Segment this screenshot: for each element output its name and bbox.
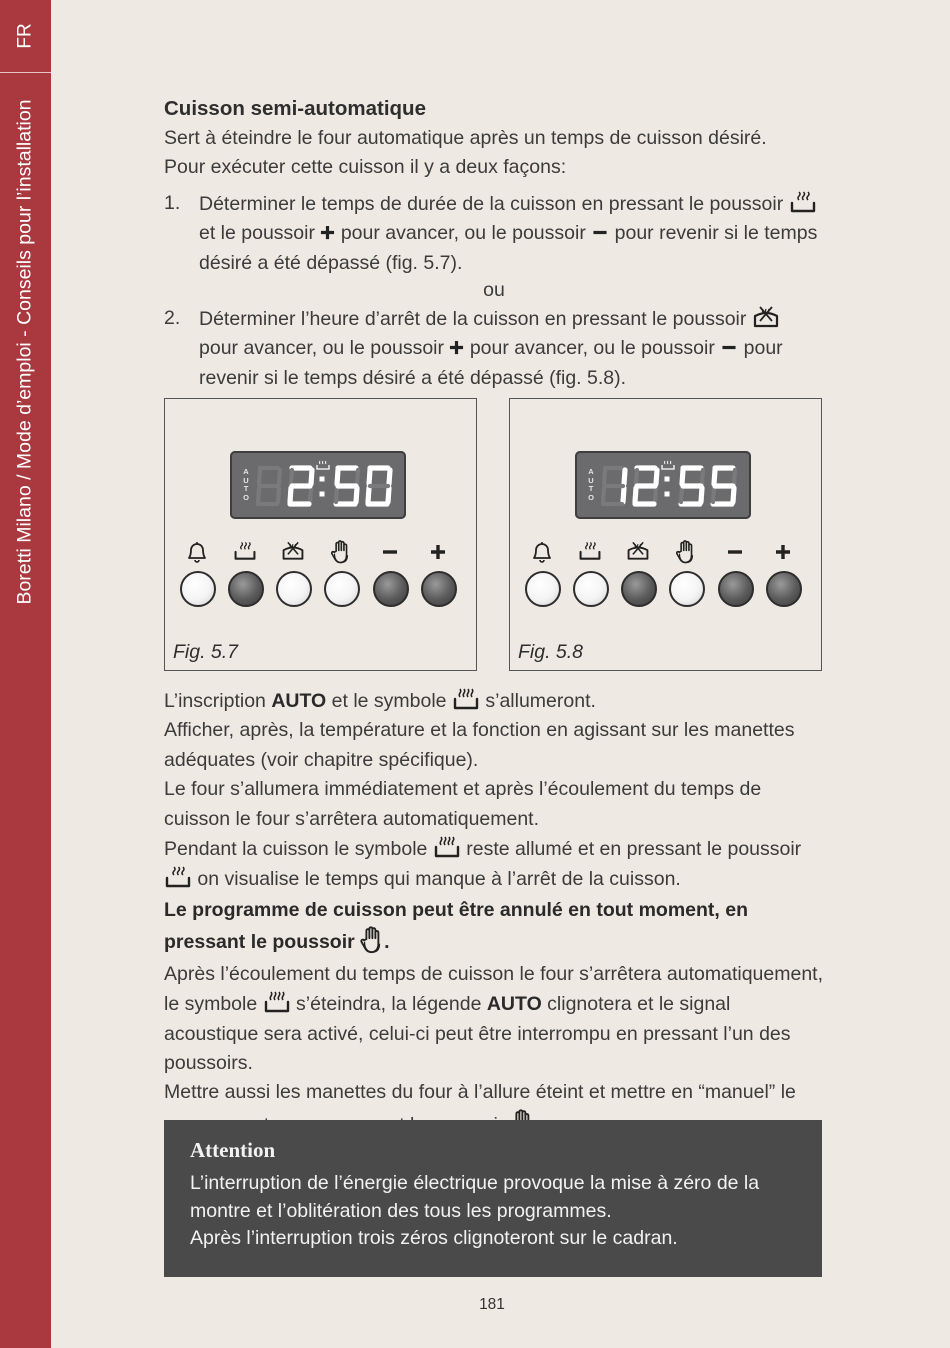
item1-text-c: pour avancer, ou le poussoir <box>335 222 592 245</box>
digit-segment-dim <box>702 470 703 484</box>
digit-segment-dim <box>310 488 311 502</box>
auto-letter: A <box>243 467 249 476</box>
plus-icon <box>421 539 455 565</box>
minus-icon <box>591 225 609 240</box>
item2-text-a: Déterminer l’heure d’arrêt de la cuisson en pressant le poussoir <box>199 308 752 331</box>
panel-buttons <box>180 571 465 607</box>
colon-dot <box>320 492 325 497</box>
text: reste allumé et en pressant le poussoir <box>460 838 802 861</box>
figure-caption: Fig. 5.7 <box>173 641 239 663</box>
paragraph-bold <box>164 895 828 957</box>
auto-indicator <box>242 468 250 502</box>
item1-text-d: pour revenir si le temps désiré a été dépassé (fig. 5.7). <box>199 222 818 274</box>
bell-icon <box>180 539 214 565</box>
colon-dot <box>320 477 325 482</box>
panel-icons <box>180 539 465 565</box>
paragraph: Le four s’allumera immédiatement et après l’écoulement du temps de cuisson le four s’arrêtera automatiquement. <box>164 778 762 830</box>
list-number: 2. <box>164 307 181 330</box>
panel-icons <box>525 539 810 565</box>
digit-segment-lit <box>389 470 390 484</box>
text: s’éteindra, la légende <box>290 993 487 1016</box>
timer-display <box>230 451 406 519</box>
sidebar-divider <box>0 72 51 73</box>
digit-segment-lit <box>701 488 702 502</box>
plus-icon <box>320 225 335 240</box>
list-item <box>164 304 824 393</box>
instructions-body <box>164 686 828 1140</box>
digit-segment-lit <box>714 470 715 484</box>
digit-segment-dim <box>734 470 735 484</box>
text: . <box>384 930 390 953</box>
text: on visualise le temps qui manque à l’arrêt de la cuisson. <box>192 868 681 891</box>
plus-pushbutton[interactable] <box>766 571 802 607</box>
time-digits <box>254 457 400 513</box>
end-of-cooking-pushbutton[interactable] <box>621 571 657 607</box>
attention-body <box>190 1170 810 1253</box>
auto-indicator <box>587 468 595 502</box>
digit-segment-lit <box>656 470 657 484</box>
colon-dot <box>665 477 670 482</box>
panel-buttons <box>525 571 810 607</box>
plus-icon <box>449 340 464 355</box>
figure-caption: Fig. 5.8 <box>518 641 584 663</box>
text: Mettre aussi les manettes du four à l’allure éteint et mettre en “manuel” le <box>164 1081 796 1104</box>
text: Le programme de cuisson peut être annulé en tout moment, en pressant le poussoir <box>164 898 749 953</box>
figure-5-8 <box>509 398 822 671</box>
list-text <box>199 189 824 278</box>
auto-letter: A <box>588 467 594 476</box>
digit-segment-lit <box>290 488 291 502</box>
auto-label: AUTO <box>271 690 327 712</box>
intro-line-1: Sert à éteindre le four automatique après un temps de cuisson désiré. <box>164 127 767 149</box>
paragraph: Afficher, après, la température et la fonction en agissant sur les manettes adéquates (voir chapitre spécifique). <box>164 719 795 771</box>
text: et le symbole <box>326 690 452 712</box>
cooking-duration-pushbutton[interactable] <box>573 571 609 607</box>
minus-pushbutton[interactable] <box>373 571 409 607</box>
auto-label: AUTO <box>486 993 542 1016</box>
cooking-duration-icon <box>164 864 192 890</box>
text: Pendant la cuisson le symbole <box>164 838 433 861</box>
digit-segment-dim <box>604 470 605 484</box>
item1-text-b: et le poussoir <box>199 222 321 245</box>
attention-box <box>164 1120 822 1277</box>
digit-segment-lit <box>623 488 624 502</box>
attention-title: Attention <box>190 1138 276 1162</box>
auto-letter: T <box>588 484 594 493</box>
language-label: FR <box>14 23 36 49</box>
method-list <box>164 189 824 393</box>
digit-segment-lit <box>356 488 357 502</box>
end-of-cooking-pushbutton[interactable] <box>276 571 312 607</box>
section-intro <box>164 94 824 393</box>
auto-letter: O <box>243 492 249 502</box>
cooking-duration-icon <box>228 539 262 565</box>
cooking-duration-pushbutton[interactable] <box>228 571 264 607</box>
figure-5-7 <box>164 398 477 671</box>
minus-icon <box>373 539 407 565</box>
cooking-symbol-icon <box>433 834 461 860</box>
auto-letter: O <box>588 492 594 502</box>
digit-segment-lit <box>733 488 734 502</box>
text: s’allumeront. <box>479 690 596 712</box>
digit-segment-dim <box>279 470 280 484</box>
language-tab <box>0 0 51 72</box>
digit-segment-lit <box>635 488 636 502</box>
item2-text-b: pour avancer, ou le poussoir <box>199 337 450 360</box>
manual-hand-icon <box>324 539 358 565</box>
intro-line-2: Pour exécuter cette cuisson il y a deux façons: <box>164 156 567 179</box>
cooking-indicator-icon <box>662 461 674 469</box>
item1-text-a: Déterminer le temps de durée de la cuisson en pressant le poussoir <box>199 192 789 215</box>
digit-segment-dim <box>603 488 604 502</box>
timer-display <box>575 451 751 519</box>
figures-row <box>164 398 822 671</box>
minus-icon <box>718 539 752 565</box>
end-of-cooking-icon <box>621 539 655 565</box>
colon-dot <box>665 492 670 497</box>
digit-segment-dim <box>259 470 260 484</box>
sidebar-title: Boretti Milano / Mode d’emploi - Conseils pour l’installation <box>13 99 36 605</box>
manual-hand-icon <box>669 539 703 565</box>
digit-segment-lit <box>624 470 625 484</box>
item2-text-d: pour revenir si le temps désiré a été dépassé (fig. 5.8). <box>199 337 783 389</box>
text: clignotera et le signal acoustique sera activé, celui-ci peut être interrompu en pressant l’un des poussoirs. <box>164 993 791 1075</box>
cooking-duration-icon <box>789 189 817 215</box>
digit-segment-dim <box>681 488 682 502</box>
attention-line: Après l’interruption trois zéros clignoteront sur le cadran. <box>190 1227 678 1249</box>
end-of-cooking-icon <box>276 539 310 565</box>
paragraph <box>164 686 828 716</box>
bell-icon <box>525 539 559 565</box>
auto-letter: T <box>243 484 249 493</box>
section-heading: Cuisson semi-automatique <box>164 97 426 120</box>
digit-segment-dim <box>291 470 292 484</box>
paragraph <box>164 960 828 1079</box>
auto-letter: U <box>243 475 249 485</box>
time-digits <box>599 457 745 513</box>
digit-segment-lit <box>337 470 338 484</box>
manual-hand-pushbutton[interactable] <box>669 571 705 607</box>
item2-text-c: pour avancer, ou le poussoir <box>464 337 721 360</box>
digit-segment-dim <box>636 470 637 484</box>
cooking-duration-icon <box>573 539 607 565</box>
digit-segment-lit <box>369 470 370 484</box>
plus-pushbutton[interactable] <box>421 571 457 607</box>
page-number: 181 <box>479 1296 505 1313</box>
text: Après l’écoulement du temps de cuisson le four s’arrêtera automatiquement, le symbole <box>164 962 824 1016</box>
auto-letter: U <box>588 475 594 485</box>
cooking-symbol-icon <box>452 686 480 712</box>
end-of-cooking-icon <box>752 304 780 330</box>
digit-segment-lit <box>682 470 683 484</box>
list-item <box>164 189 824 278</box>
digit-segment-lit <box>368 488 369 502</box>
digit-segment-dim <box>278 488 279 502</box>
digit-segment-dim <box>655 488 656 502</box>
text: L’inscription <box>164 690 272 712</box>
or-separator: ou <box>483 279 505 302</box>
digit-segment-dim <box>258 488 259 502</box>
minus-pushbutton[interactable] <box>718 571 754 607</box>
bell-pushbutton[interactable] <box>180 571 216 607</box>
digit-segment-dim <box>713 488 714 502</box>
cooking-indicator-icon <box>317 461 329 469</box>
digit-segment-dim <box>336 488 337 502</box>
paragraph <box>164 834 828 895</box>
attention-line: L’interruption de l’énergie électrique provoque la mise à zéro de la montre et l’oblitération des tous les programmes. <box>190 1172 760 1222</box>
list-text <box>199 304 824 393</box>
plus-icon <box>766 539 800 565</box>
list-number: 1. <box>164 191 181 214</box>
digit-segment-lit <box>311 470 312 484</box>
manual-hand-pushbutton[interactable] <box>324 571 360 607</box>
digit-segment-lit <box>388 488 389 502</box>
minus-icon <box>720 340 738 355</box>
manual-hand-icon <box>360 925 384 955</box>
cooking-symbol-icon <box>263 989 291 1015</box>
digit-segment-dim <box>357 470 358 484</box>
bell-pushbutton[interactable] <box>525 571 561 607</box>
